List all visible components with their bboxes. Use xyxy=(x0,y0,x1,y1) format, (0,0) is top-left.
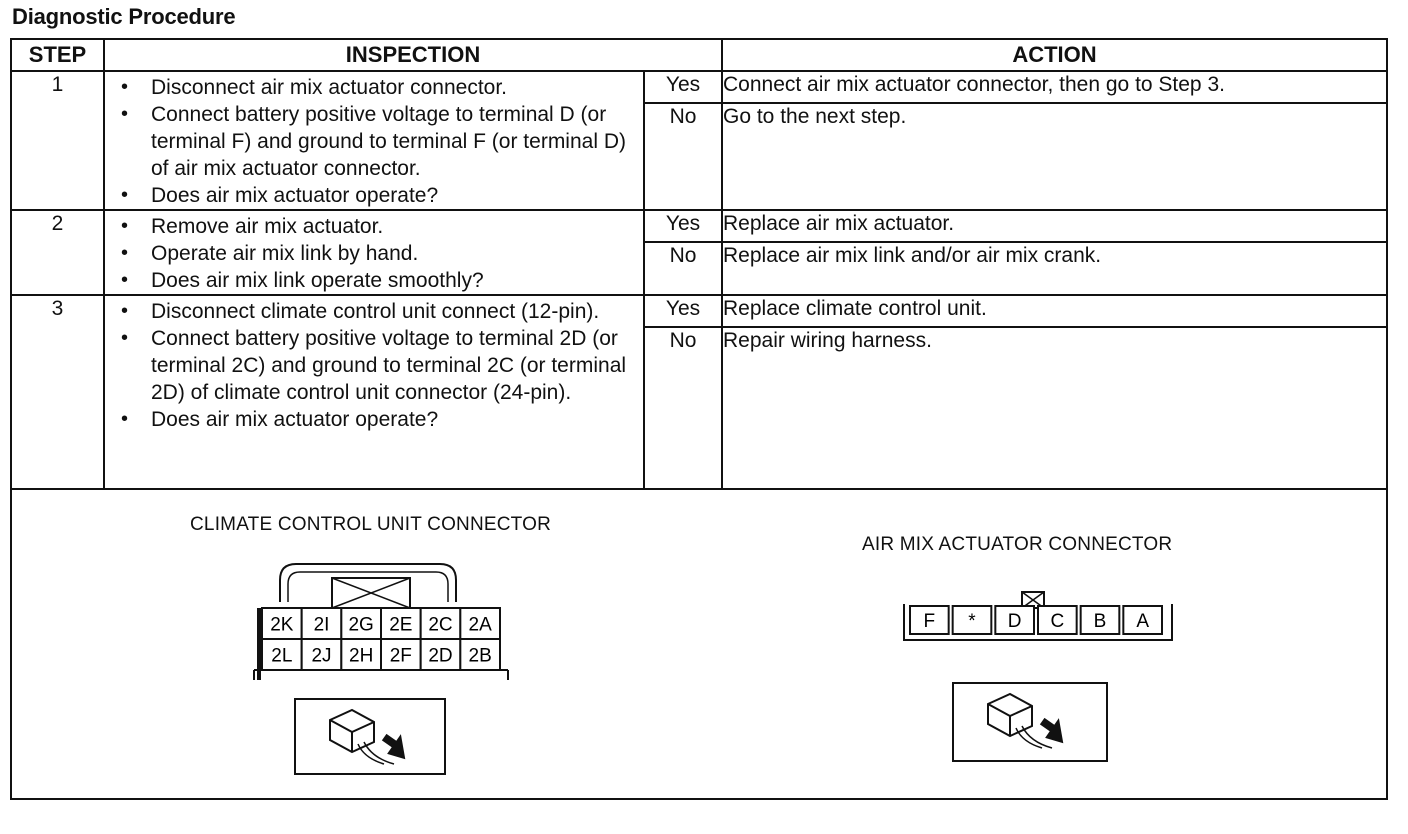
inspection-list xyxy=(105,296,643,433)
terminal-label: A xyxy=(1136,611,1150,632)
inspection-cell xyxy=(104,295,644,489)
terminal-label: 2F xyxy=(389,645,412,667)
terminal-label: 2J xyxy=(311,645,332,667)
table-row xyxy=(11,71,1387,103)
terminal-label: * xyxy=(968,611,976,632)
step-number: 2 xyxy=(11,210,104,295)
terminal-label: B xyxy=(1093,611,1107,632)
yes-label: Yes xyxy=(644,210,722,242)
list-item: • Disconnect air mix actuator connector. xyxy=(119,74,637,101)
list-item: • Does air mix actuator operate? xyxy=(119,182,637,209)
step-number: 3 xyxy=(11,295,104,489)
table-header-row xyxy=(11,39,1387,71)
table-row xyxy=(11,295,1387,327)
yes-action: Replace climate control unit. xyxy=(722,295,1387,327)
no-action: Replace air mix link and/or air mix crank. xyxy=(722,242,1387,295)
table-row xyxy=(11,210,1387,242)
no-action: Repair wiring harness. xyxy=(722,327,1387,489)
terminal-label: 2I xyxy=(313,614,330,636)
page-title: Diagnostic Procedure xyxy=(12,4,236,29)
terminal-label: 2B xyxy=(468,645,492,667)
terminal-label: 2K xyxy=(270,614,294,636)
inspection-header: INSPECTION xyxy=(104,39,722,71)
terminal-label: D xyxy=(1007,611,1022,632)
list-item: • Disconnect climate control unit connect (12-pin). xyxy=(119,298,637,325)
inspection-list xyxy=(105,72,643,209)
list-item: • Connect battery positive voltage to terminal D (or terminal F) and ground to terminal F (or terminal D) of air mix actuator connector. xyxy=(119,101,637,182)
inspection-list xyxy=(105,211,643,294)
list-item: • Operate air mix link by hand. xyxy=(119,240,637,267)
diagram-row xyxy=(11,489,1387,799)
action-header: ACTION xyxy=(722,39,1387,71)
airmix-connector-caption: AIR MIX ACTUATOR CONNECTOR xyxy=(862,534,1173,555)
step-number: 1 xyxy=(11,71,104,210)
yes-action: Connect air mix actuator connector, then go to Step 3. xyxy=(722,71,1387,103)
connector-view-icon xyxy=(294,698,448,776)
no-label: No xyxy=(644,242,722,295)
terminal-label: 2A xyxy=(468,614,492,636)
no-label: No xyxy=(644,103,722,210)
terminal-label: 2C xyxy=(428,614,453,636)
list-item: • Does air mix actuator operate? xyxy=(119,406,637,433)
inspection-cell xyxy=(104,71,644,210)
yes-action: Replace air mix actuator. xyxy=(722,210,1387,242)
yes-label: Yes xyxy=(644,71,722,103)
list-item: • Remove air mix actuator. xyxy=(119,213,637,240)
airmix-connector-diagram xyxy=(900,590,1176,648)
terminal-label: 2E xyxy=(389,614,413,636)
yes-label: Yes xyxy=(644,295,722,327)
no-action: Go to the next step. xyxy=(722,103,1387,210)
diagram-cell xyxy=(11,489,1387,799)
terminal-label: C xyxy=(1050,611,1065,632)
step-header: STEP xyxy=(11,39,104,71)
terminal-label: 2D xyxy=(428,645,453,667)
list-item: • Does air mix link operate smoothly? xyxy=(119,267,637,294)
climate-connector-diagram xyxy=(240,550,510,680)
list-item: • Connect battery positive voltage to terminal 2D (or terminal 2C) and ground to terminal 2C (or terminal 2D) of climate control unit connector (24-pin). xyxy=(119,325,637,406)
terminal-label: F xyxy=(923,611,936,632)
terminal-label: 2G xyxy=(348,614,374,636)
diagnostic-table xyxy=(10,38,1388,800)
connector-view-icon xyxy=(952,682,1110,764)
inspection-cell xyxy=(104,210,644,295)
terminal-label: 2L xyxy=(271,645,293,667)
climate-connector-caption: CLIMATE CONTROL UNIT CONNECTOR xyxy=(190,514,552,535)
terminal-label: 2H xyxy=(349,645,374,667)
no-label: No xyxy=(644,327,722,489)
